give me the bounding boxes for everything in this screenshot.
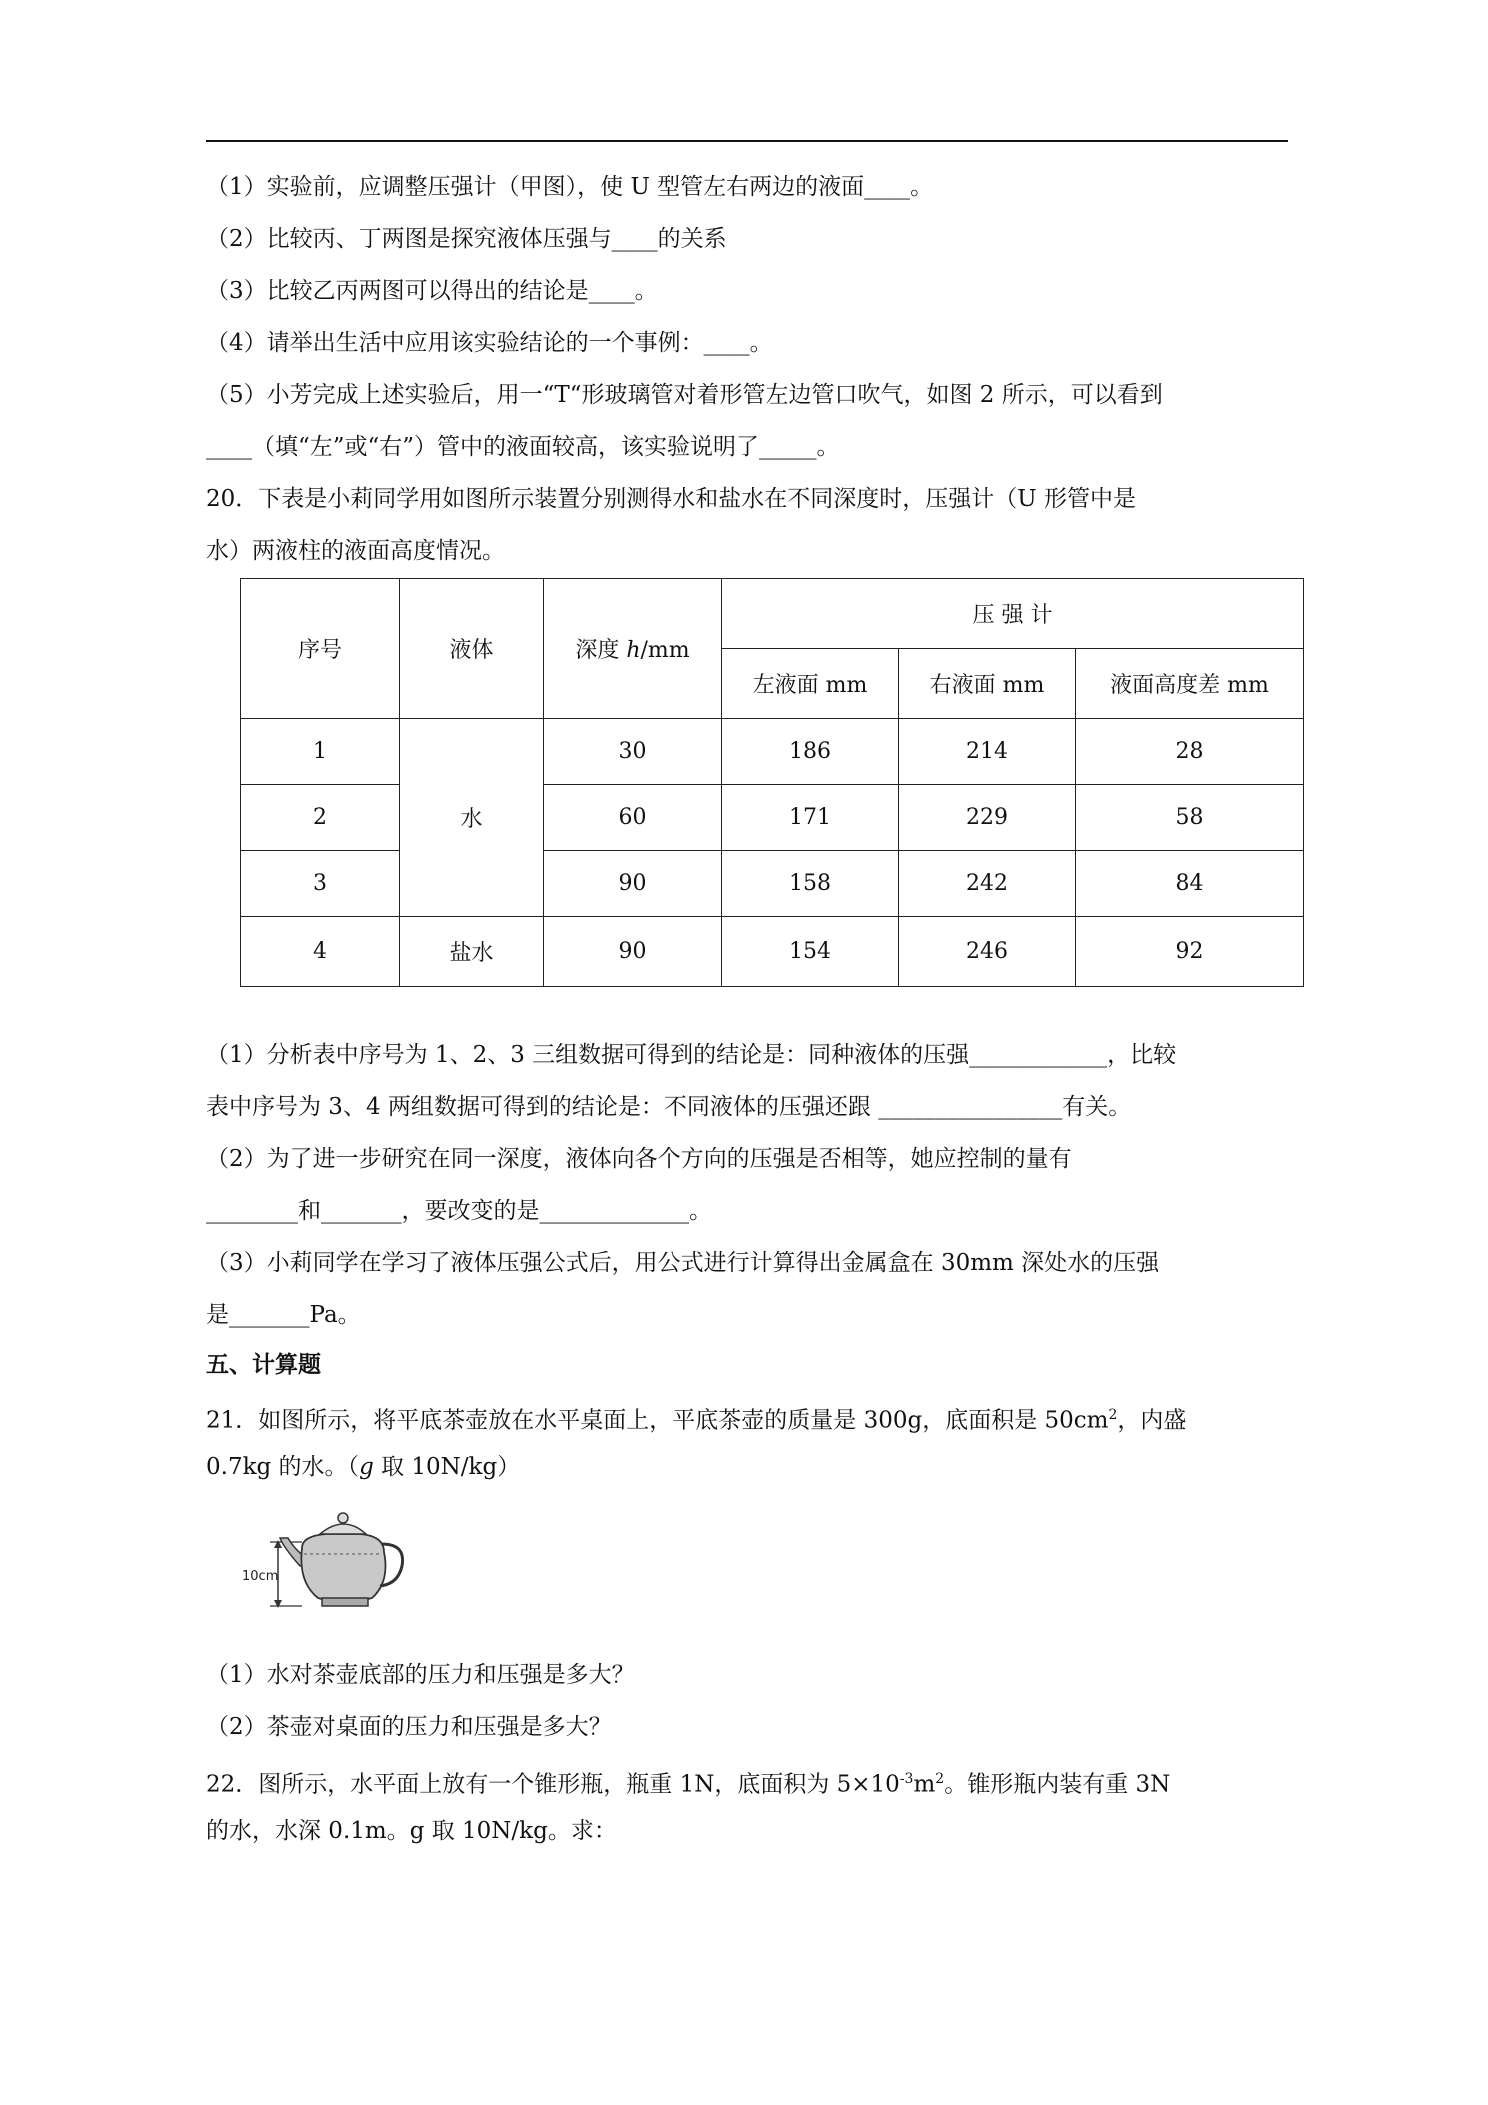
q20-part-1-line2: 表中序号为 3、4 两组数据可得到的结论是：不同液体的压强还跟 ________________有关。	[206, 1094, 1132, 1120]
cell-liquid-water: 水	[400, 719, 544, 917]
q21-stem-line1: 21．如图所示，将平底茶壶放在水平桌面上，平底茶壶的质量是 300g，底面积是 $50cm^2$，内盛	[206, 1407, 1187, 1434]
section-heading: 五、计算题	[206, 1351, 321, 1378]
head-right: 右液面 mm	[899, 649, 1076, 719]
head-gauge: 压 强 计	[722, 579, 1304, 649]
q21-part-2: （2）茶壶对桌面的压力和压强是多大？	[206, 1714, 612, 1740]
teapot-dimension-label: 10cm	[242, 1569, 279, 1584]
cell-index: 4	[241, 917, 400, 987]
cell-diff: 92	[1076, 917, 1304, 987]
cell-liquid-salt: 盐水	[400, 917, 544, 987]
q20-stem-line2: 水）两液柱的液面高度情况。	[206, 538, 505, 564]
q19-part-5-line2: ____（填“左”或“右”）管中的液面较高，该实验说明了_____。	[206, 434, 840, 460]
cell-right: 246	[899, 917, 1076, 987]
q21-stem-line2: 0.7kg 的水。（g 取 10N/kg）	[206, 1454, 521, 1480]
cell-depth: 90	[544, 851, 722, 917]
cell-depth: 60	[544, 785, 722, 851]
cell-index: 3	[241, 851, 400, 917]
q20-part-3-line1: （3）小莉同学在学习了液体压强公式后，用公式进行计算得出金属盒在 30mm 深处水的压强	[206, 1250, 1160, 1276]
q22-stem-line2: 的水，水深 0.1m。g 取 10N/kg。求：	[206, 1818, 617, 1844]
q19-part-5-line1: （5）小芳完成上述实验后，用一“T“形玻璃管对着形管左边管口吹气，如图 2 所示，可以看到	[206, 382, 1163, 408]
head-depth: 深度 h/mm	[544, 579, 722, 719]
q20-stem-line1: 20．下表是小莉同学用如图所示装置分别测得水和盐水在不同深度时，压强计（U 形管中是	[206, 486, 1136, 512]
cell-left: 158	[722, 851, 899, 917]
cell-depth: 30	[544, 719, 722, 785]
cell-left: 154	[722, 917, 899, 987]
q20-part-2-line1: （2）为了进一步研究在同一深度，液体向各个方向的压强是否相等，她应控制的量有	[206, 1146, 1072, 1172]
table-row	[241, 719, 1304, 785]
header-rule	[206, 140, 1288, 142]
q19-part-3: （3）比较乙丙两图可以得出的结论是____。	[206, 278, 658, 304]
q19-part-1: （1）实验前，应调整压强计（甲图），使 U 型管左右两边的液面____。	[206, 174, 934, 200]
cell-right: 229	[899, 785, 1076, 851]
cell-index: 2	[241, 785, 400, 851]
table-row	[241, 917, 1304, 987]
cell-diff: 58	[1076, 785, 1304, 851]
cell-diff: 84	[1076, 851, 1304, 917]
cell-right: 242	[899, 851, 1076, 917]
cell-left: 171	[722, 785, 899, 851]
head-liquid: 液体	[400, 579, 544, 719]
q22-stem-line1: 22．图所示，水平面上放有一个锥形瓶，瓶重 1N，底面积为 $5\times 10^{-3}m^2$。锥形瓶内装有重 3N	[206, 1771, 1171, 1798]
pressure-table	[240, 578, 1304, 987]
cell-diff: 28	[1076, 719, 1304, 785]
q20-part-1-line1: （1）分析表中序号为 1、2、3 三组数据可得到的结论是：同种液体的压强____________，比较	[206, 1042, 1177, 1068]
q19-part-2: （2）比较丙、丁两图是探究液体压强与____的关系	[206, 226, 727, 252]
head-index: 序号	[241, 579, 400, 719]
cell-index: 1	[241, 719, 400, 785]
q20-part-2-line2: ________和_______，要改变的是_____________。	[206, 1198, 712, 1224]
cell-right: 214	[899, 719, 1076, 785]
q19-part-4: （4）请举出生活中应用该实验结论的一个事例：____。	[206, 330, 773, 356]
q20-part-3-line2: 是_______Pa。	[206, 1302, 361, 1328]
head-diff: 液面高度差 mm	[1076, 649, 1304, 719]
head-left: 左液面 mm	[722, 649, 899, 719]
teapot-figure	[240, 1508, 410, 1620]
q21-part-1: （1）水对茶壶底部的压力和压强是多大？	[206, 1662, 635, 1688]
cell-left: 186	[722, 719, 899, 785]
cell-depth: 90	[544, 917, 722, 987]
